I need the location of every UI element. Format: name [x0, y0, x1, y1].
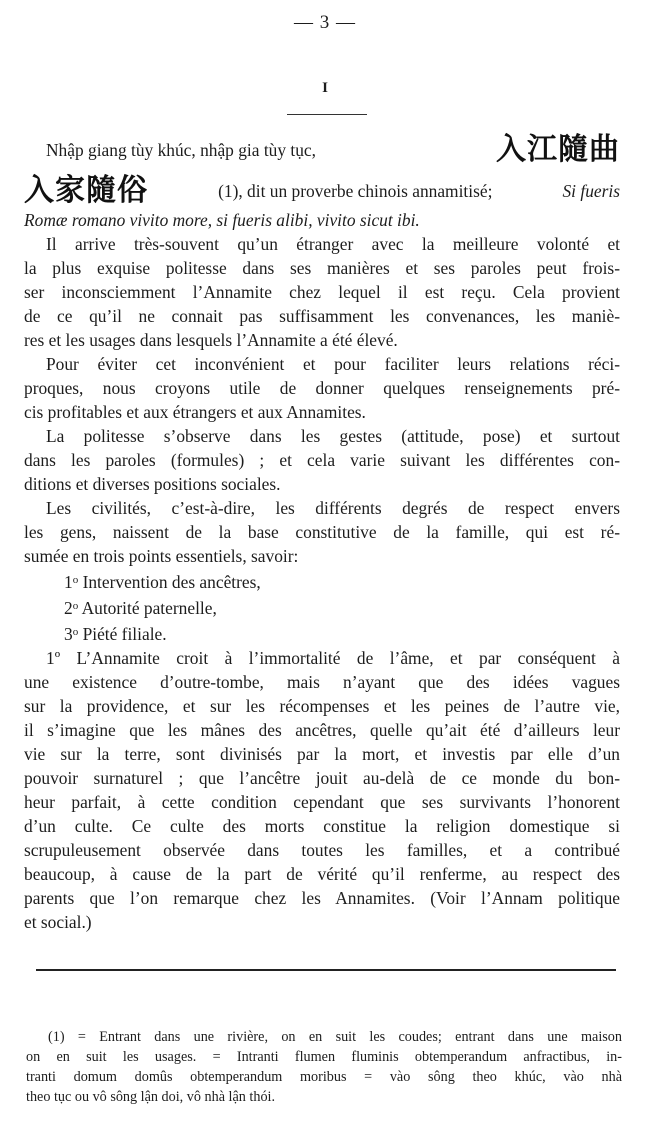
text-line: Les civilités, c’est-à-dire, les différents degrés de respect envers: [46, 498, 620, 518]
text-line: une existence d’outre-tombe, mais n’ayant que des idées vagues: [24, 672, 620, 692]
text-line: beaucoup, à cause de la part de vérité qu’il renferme, au respect des: [24, 864, 620, 884]
text-line: cis profitables et aux étrangers et aux Annamites.: [24, 402, 366, 422]
text-line: de ce qu’il ne connait pas suffisamment les convenances, les maniè-: [24, 306, 620, 326]
text-line: il s’imagine que les mânes des ancêtres, quelle qu’ait été d’ailleurs leur: [24, 720, 620, 740]
footnote-separator: [36, 969, 616, 971]
footnote: [26, 1027, 622, 1107]
text-line: sumée en trois points essentiels, savoir:: [24, 546, 299, 566]
text-line: La politesse s’observe dans les gestes (attitude, pose) et surtout: [46, 426, 620, 446]
list-item: 3$^o$ Piété filiale.: [64, 624, 167, 644]
paragraph-2: [24, 352, 620, 424]
paragraph-3: [24, 424, 620, 496]
section-rule: [287, 114, 367, 115]
text-line: et social.): [24, 912, 92, 932]
footnote-line: on en suit les usages. = Intranti flumen fluminis obtemperandum anfractibus, in-: [26, 1049, 622, 1065]
proverb-attribution: (1), dit un proverbe chinois annamitisé;: [218, 181, 493, 201]
proverb-chinese-1: 入江隨曲: [496, 132, 620, 167]
text-line: vie sur la terre, sont divinisés par la mort, et investis par elle d’un: [24, 744, 620, 764]
text-line: heur parfait, à cette condition cependant que ses survivants l’honorent: [24, 792, 620, 812]
list-item: 1$^o$ Intervention des ancêtres,: [64, 572, 261, 592]
text-line: res et les usages dans lesquels l’Annamite a été élevé.: [24, 330, 398, 350]
text-line: proques, nous croyons utile de donner quelques renseignements pré-: [24, 378, 620, 398]
text-line: parents que l’on remarque chez les Annamites. (Voir l’Annam politique: [24, 888, 620, 908]
text-line: sur la providence, et sur les récompenses et les peines de l’autre vie,: [24, 696, 620, 716]
section-numeral: I: [322, 80, 328, 96]
proverb-line-2: [24, 174, 620, 208]
paragraph-1: [24, 232, 620, 352]
proverb-vietnamese: Nhập giang tùy khúc, nhập gia tùy tục,: [46, 140, 316, 160]
footnote-line: theo tục ou vô sông lận doi, vô nhà lận thói.: [26, 1089, 276, 1105]
paragraph-4: [24, 496, 620, 568]
text-line: scrupuleusement observée dans toutes les familles, et a contribué: [24, 840, 620, 860]
text-line: dans les paroles (formules) ; et cela varie suivant les différentes con-: [24, 450, 620, 470]
proverb-chinese-2: 入家隨俗: [24, 173, 148, 208]
body-text: [24, 126, 620, 934]
list-item: 2$^o$ Autorité paternelle,: [64, 598, 217, 618]
footnote-line: tranti domum domûs obtemperandum moribus = vào sông theo khúc, vào nhà: [26, 1069, 622, 1085]
text-line: ditions et diverses positions sociales.: [24, 474, 281, 494]
text-line: 1º L’Annamite croit à l’immortalité de l’âme, et par conséquent à: [46, 648, 620, 668]
proverb-line-1: [24, 126, 620, 174]
text-line: les gens, naissent de la base constitutive de la famille, qui est ré-: [24, 522, 620, 542]
footnote-line: (1) = Entrant dans une rivière, on en suit les coudes; entrant dans une maison: [48, 1029, 622, 1045]
page-number: — 3 —: [294, 12, 356, 33]
text-line: ser inconsciemment l’Annamite chez lequel il est reçu. Cela provient: [24, 282, 620, 302]
proverb-latin-2: Romæ romano vivito more, si fueris alibi, vivito sicut ibi.: [24, 210, 420, 230]
principles-list: [24, 568, 620, 646]
text-line: la plus exquise politesse dans ses manières et ses paroles peut frois-: [24, 258, 620, 278]
text-line: Il arrive très-souvent qu’un étranger avec la meilleure volonté et: [46, 234, 620, 254]
text-line: Pour éviter cet inconvénient et pour faciliter leurs relations réci-: [46, 354, 620, 374]
proverb-latin-1: Si fueris: [562, 181, 620, 201]
paragraph-5: [24, 646, 620, 934]
text-line: pouvoir surnaturel ; que l’ancêtre jouit au-delà de ce monde du bon-: [24, 768, 620, 788]
text-line: d’un culte. Ce culte des morts constitue la religion domestique si: [24, 816, 620, 836]
